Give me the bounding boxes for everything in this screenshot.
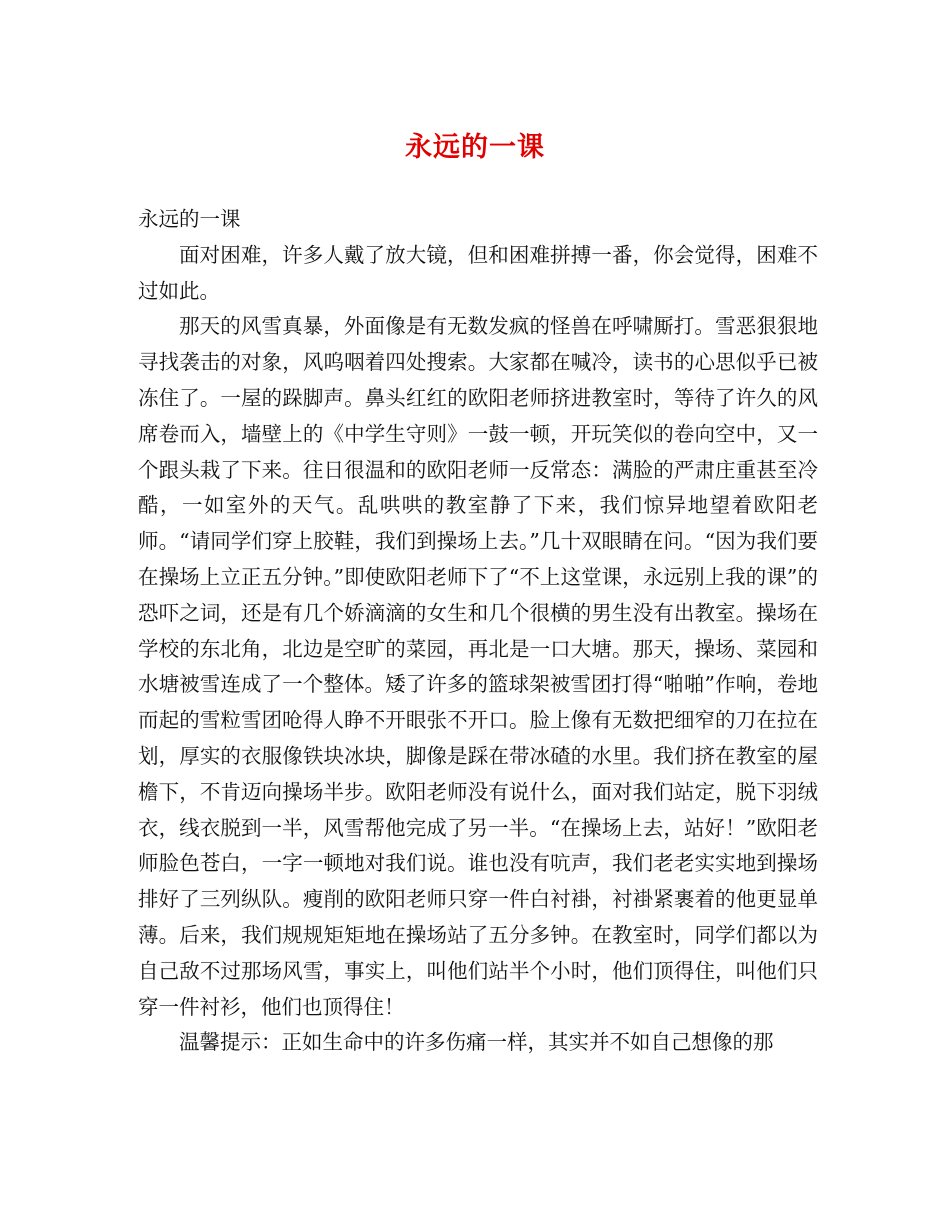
- document-body: [138, 202, 818, 1061]
- paragraph: 那天的风雪真暴，外面像是有无数发疯的怪兽在呼啸厮打。雪恶狠狠地寻找袭击的对象，风呜咽着四处搜索。大家都在喊冷，读书的心思似乎已被冻住了。一屋的跺脚声。鼻头红红的欧阳老师挤进教室时，等待了许久的风席卷而入，墙壁上的《中学生守则》一鼓一顿，开玩笑似的卷向空中，又一个跟头栽了下来。往日很温和的欧阳老师一反常态：满脸的严肃庄重甚至冷酷，一如室外的天气。乱哄哄的教室静了下来，我们惊异地望着欧阳老师。“请同学们穿上胶鞋，我们到操场上去。”几十双眼睛在问。“因为我们要在操场上立正五分钟。”即使欧阳老师下了“不上这堂课，永远别上我的课”的恐吓之词，还是有几个娇滴滴的女生和几个很横的男生没有出教室。操场在学校的东北角，北边是空旷的菜园，再北是一口大塘。那天，操场、菜园和水塘被雪连成了一个整体。矮了许多的篮球架被雪团打得“啪啪”作响，卷地而起的雪粒雪团呛得人睁不开眼张不开口。脸上像有无数把细窄的刀在拉在划，厚实的衣服像铁块冰块，脚像是踩在带冰碴的水里。我们挤在教室的屋檐下，不肯迈向操场半步。欧阳老师没有说什么，面对我们站定，脱下羽绒衣，线衣脱到一半，风雪帮他完成了另一半。“在操场上去，站好！”欧阳老师脸色苍白，一字一顿地对我们说。谁也没有吭声，我们老老实实地到操场排好了三列纵队。瘦削的欧阳老师只穿一件白衬褂，衬褂紧裹着的他更显单薄。后来，我们规规矩矩地在操场站了五分多钟。在教室时，同学们都以为自己敌不过那场风雪，事实上，叫他们站半个小时，他们顶得住，叫他们只穿一件衬衫，他们也顶得住！: [138, 314, 818, 1019]
- paragraph: 面对困难，许多人戴了放大镜，但和困难拼搏一番，你会觉得，困难不过如此。: [138, 242, 818, 303]
- document-title: 永远的一课: [405, 132, 545, 163]
- paragraph: 温馨提示：正如生命中的许多伤痛一样，其实并不如自己想像的那: [179, 1030, 774, 1055]
- document-subtitle: 永远的一课: [138, 207, 241, 231]
